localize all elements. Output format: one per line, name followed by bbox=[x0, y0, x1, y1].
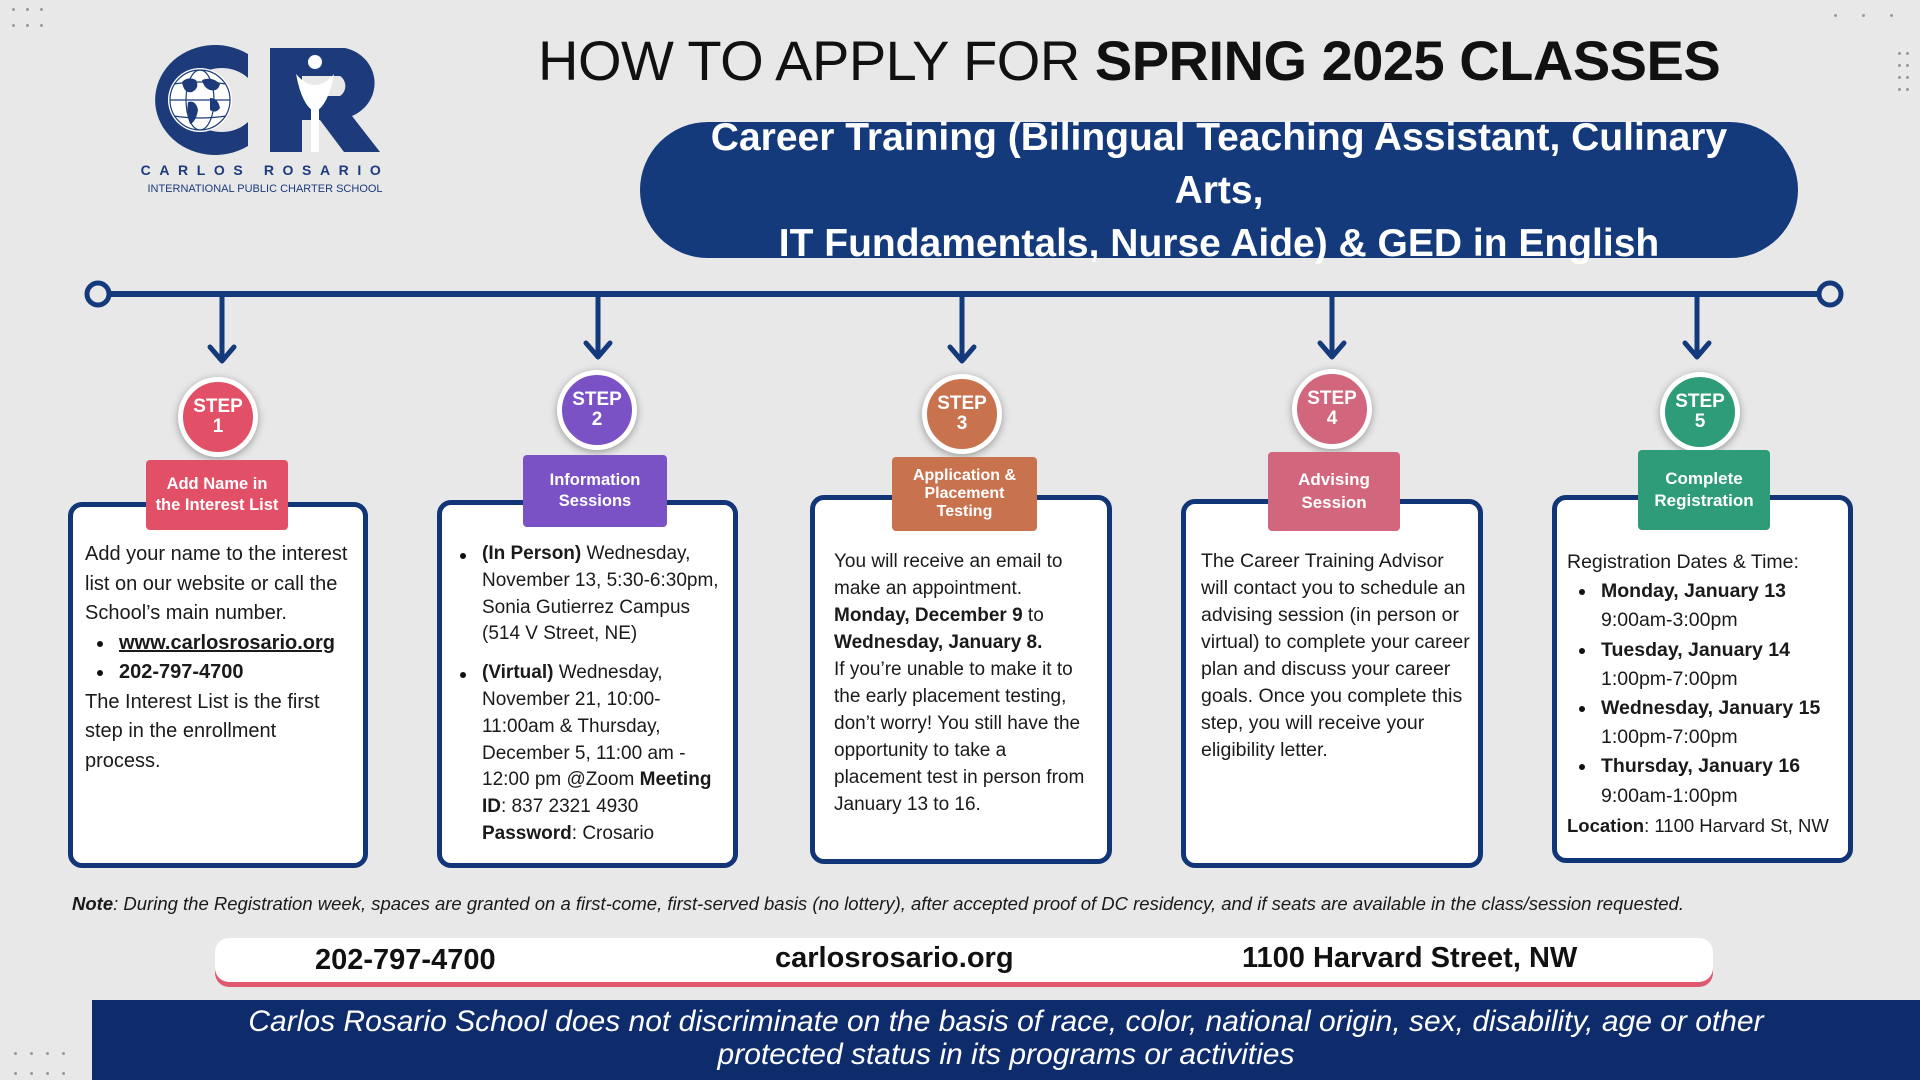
step-1-badge-word: STEP bbox=[193, 396, 243, 417]
program-line-1: Career Training (Bilingual Teaching Assistant, Culinary Arts, bbox=[710, 115, 1728, 212]
step-5-number: 5 bbox=[1694, 411, 1706, 432]
timeline-arrow-2 bbox=[586, 297, 610, 357]
step-3-date-start: Monday, December 9 bbox=[834, 605, 1023, 626]
step-3-dates bbox=[834, 602, 1098, 656]
step-2-body bbox=[448, 541, 730, 848]
step-5-body bbox=[1567, 548, 1851, 840]
step-2-badge-word: STEP bbox=[572, 389, 622, 410]
step-5-tag: Complete Registration bbox=[1638, 450, 1770, 530]
step-5-badge bbox=[1660, 372, 1740, 452]
logo-wordmark: CARLOS ROSARIO bbox=[140, 162, 390, 178]
step-4-badge bbox=[1292, 369, 1372, 449]
program-line-2: IT Fundamentals, Nurse Aide) & GED in English bbox=[778, 221, 1660, 265]
password-value: : Crosario bbox=[571, 822, 655, 844]
registration-time: 9:00am-3:00pm bbox=[1601, 609, 1738, 632]
contact-bar bbox=[215, 938, 1713, 982]
step-2-in-person-item bbox=[448, 541, 730, 648]
registration-day: Thursday, January 16 bbox=[1601, 755, 1801, 778]
title-prefix: HOW TO APPLY FOR bbox=[538, 29, 1095, 92]
timeline-arrow-4 bbox=[1320, 297, 1344, 357]
virtual-label: (Virtual) bbox=[482, 662, 554, 684]
step-1-phone-item bbox=[85, 658, 355, 688]
step-1-website-item bbox=[85, 629, 355, 659]
title-bold: SPRING 2025 CLASSES bbox=[1094, 29, 1721, 92]
page-title bbox=[538, 28, 1720, 93]
registration-location bbox=[1567, 811, 1851, 840]
step-2-number: 2 bbox=[591, 409, 603, 430]
footer-line-1: Carlos Rosario School does not discriminate on the basis of race, color, national origin, sex, disability, age or other bbox=[248, 1005, 1764, 1038]
step-1-body bbox=[85, 540, 355, 776]
step-3-tag: Application & Placement Testing bbox=[892, 457, 1037, 531]
meeting-id-label: Meeting ID bbox=[482, 769, 712, 818]
meeting-id: : 837 2321 4930 bbox=[501, 796, 639, 818]
step-1-tag: Add Name in the Interest List bbox=[146, 460, 288, 530]
step-4-body bbox=[1201, 548, 1471, 764]
registration-dates-list bbox=[1567, 577, 1851, 811]
step-3-badge bbox=[922, 374, 1002, 454]
timeline-arrow-1 bbox=[210, 297, 234, 361]
step-3-outro: If you’re unable to make it to the early placement testing, don’t worry! You still have the opportunity to take a placement test in person from January 13 to 16. bbox=[834, 659, 1085, 815]
logo-mark-icon bbox=[130, 40, 400, 160]
registration-day: Monday, January 13 bbox=[1601, 580, 1786, 603]
step-4-tag: Advising Session bbox=[1268, 452, 1400, 531]
nondiscrimination-footer bbox=[92, 1000, 1920, 1080]
step-5-badge-word: STEP bbox=[1675, 391, 1725, 412]
registration-time: 1:00pm-7:00pm bbox=[1601, 726, 1738, 749]
registration-note bbox=[72, 893, 1684, 915]
contact-address: 1100 Harvard Street, NW bbox=[1242, 942, 1578, 974]
in-person-label: (In Person) bbox=[482, 543, 582, 564]
location-value: : 1100 Harvard St, NW bbox=[1644, 814, 1829, 836]
step-1-outro: The Interest List is the first step in the enrollment process. bbox=[85, 690, 320, 772]
website-link[interactable]: www.carlosrosario.org bbox=[119, 631, 335, 654]
step-4-number: 4 bbox=[1326, 408, 1338, 429]
timeline-arrow-5 bbox=[1685, 297, 1709, 357]
footer-line-2: protected status in its programs or activities bbox=[717, 1038, 1295, 1071]
timeline-end-node bbox=[1819, 283, 1841, 305]
step-1-intro: Add your name to the interest list on our website or call the School’s main number. bbox=[85, 543, 348, 624]
logo-subtitle: INTERNATIONAL PUBLIC CHARTER SCHOOL bbox=[147, 183, 383, 195]
step-2-tag: Information Sessions bbox=[523, 455, 667, 527]
registration-day: Wednesday, January 15 bbox=[1601, 697, 1821, 720]
registration-date-item bbox=[1567, 694, 1851, 752]
step-4-text: The Career Training Advisor will contact you to schedule an advising session (in person or virtual) to complete your career plan and discuss your career goals. Once you complete this step, you will receive your eligibility letter. bbox=[1201, 550, 1470, 761]
step-3-badge-word: STEP bbox=[937, 393, 987, 414]
note-text: : During the Registration week, spaces are granted on a first-come, first-served basis (no lottery), after accepted proof of DC residency, and if seats are available in the class/session requested. bbox=[113, 893, 1684, 914]
registration-date-item bbox=[1567, 636, 1851, 694]
step-3-date-end: Wednesday, January 8. bbox=[834, 632, 1043, 653]
location-label: Location bbox=[1567, 814, 1645, 836]
contact-website[interactable]: carlosrosario.org bbox=[775, 942, 1014, 974]
step-2-virtual-item bbox=[448, 660, 730, 848]
registration-date-item bbox=[1567, 577, 1851, 635]
registration-date-item bbox=[1567, 752, 1851, 810]
step-3-date-to: to bbox=[1022, 605, 1044, 626]
registration-day: Tuesday, January 14 bbox=[1601, 638, 1790, 661]
step-1-number: 1 bbox=[212, 416, 224, 437]
step-1-phone[interactable]: 202-797-4700 bbox=[119, 661, 244, 683]
contact-phone[interactable]: 202-797-4700 bbox=[315, 944, 496, 976]
school-logo bbox=[130, 40, 400, 200]
in-person-text: Wednesday, November 13, 5:30-6:30pm, Sonia Gutierrez Campus (514 V Street, NE) bbox=[482, 543, 719, 645]
registration-time: 1:00pm-7:00pm bbox=[1601, 667, 1738, 690]
registration-time: 9:00am-1:00pm bbox=[1601, 784, 1738, 807]
step-4-badge-word: STEP bbox=[1307, 388, 1357, 409]
timeline-arrow-3 bbox=[950, 297, 974, 361]
virtual-text: Wednesday, November 21, 10:00-11:00am & Thursday, December 5, 11:00 am - 12:00 pm @Zoom bbox=[482, 662, 686, 791]
step-1-badge bbox=[178, 377, 258, 457]
step-3-body bbox=[834, 548, 1098, 818]
timeline-start-node bbox=[87, 283, 109, 305]
step-3-intro: You will receive an email to make an appointment. bbox=[834, 551, 1063, 599]
note-label: Note bbox=[72, 893, 114, 914]
step-2-badge bbox=[557, 370, 637, 450]
password-label: Password bbox=[482, 822, 572, 844]
step-3-number: 3 bbox=[956, 413, 968, 434]
program-banner bbox=[640, 115, 1798, 265]
registration-heading: Registration Dates & Time: bbox=[1567, 551, 1799, 573]
